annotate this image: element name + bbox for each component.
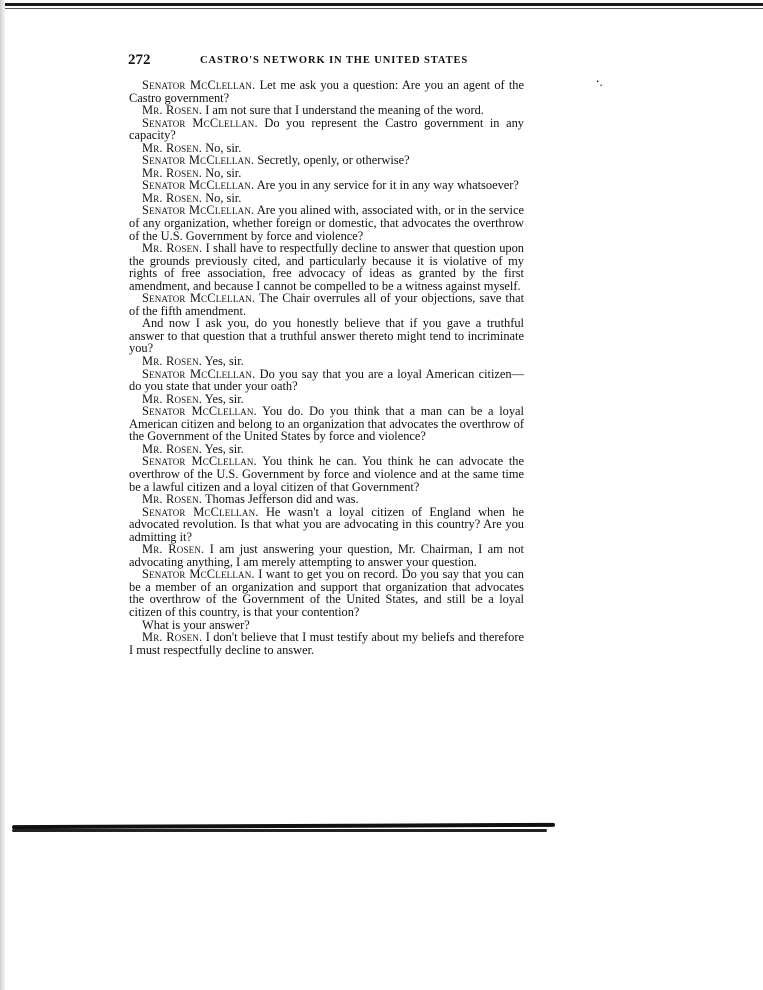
speaker-name: Senator McClellan.: [142, 78, 256, 92]
paragraph-text: I am just answering your question, Mr. Chairman, I am not advocating anything, I am merely attempting to answer your question.: [129, 542, 524, 569]
paragraph-text: Yes, sir.: [202, 391, 244, 406]
speaker-name: Senator McClellan.: [142, 366, 256, 381]
paragraph: [129, 506, 524, 544]
paragraph-text: Are you in any service for it in any way whatsoever?: [254, 178, 519, 193]
speaker-name: Mr. Rosen.: [142, 165, 203, 180]
speaker-name: Senator McClellan.: [142, 291, 256, 306]
page-number: 272: [128, 52, 151, 68]
paragraph-text: You think he can. You think he can advocate the overthrow of the U.S. Government by force and violence and at the same time be a lawful citizen and a loyal citizen of that Government?: [129, 454, 525, 494]
speaker-name: Mr. Rosen.: [142, 190, 203, 205]
paragraph-text: What is your answer?: [142, 617, 250, 632]
speaker-name: Mr. Rosen.: [142, 391, 203, 406]
speaker-name: Senator McClellan.: [142, 454, 257, 469]
paragraph: [129, 368, 524, 393]
paragraph-text: No, sir.: [202, 165, 242, 180]
scan-edge-left: [0, 0, 5, 990]
paragraph-text: The Chair overrules all of your objections, save that of the fifth amendment.: [129, 291, 525, 318]
transcript-body: [129, 79, 524, 656]
paragraph: [129, 292, 524, 317]
paragraph: [129, 568, 524, 618]
page-header: [128, 52, 528, 72]
paragraph-text: No, sir.: [202, 190, 242, 205]
speaker-name: Senator McClellan.: [142, 504, 259, 519]
speaker-name: Senator McClellan.: [142, 178, 255, 193]
paragraph-text: Do you represent the Castro government in any capacity?: [129, 115, 524, 143]
paragraph-text: I want to get you on record. Do you say that you can be a member of an organization and support that organization that advocates the overthrow of the Government of the United States, and still be a loyal citizen of this country, is that your contention?: [129, 567, 524, 619]
paragraph: [129, 204, 524, 242]
speaker-name: Mr. Rosen.: [142, 492, 203, 507]
speaker-name: Mr. Rosen.: [142, 140, 203, 155]
speaker-name: Senator McClellan.: [142, 404, 257, 419]
speaker-name: Senator McClellan.: [142, 153, 255, 168]
running-title: CASTRO'S NETWORK IN THE UNITED STATES: [200, 55, 469, 66]
paragraph: [129, 543, 524, 568]
paragraph: [129, 317, 524, 355]
speaker-name: Mr. Rosen.: [142, 241, 203, 256]
scan-edge-top: [0, 3, 763, 6]
paragraph-text: And now I ask you, do you honestly believe that if you gave a truthful answer to that question that a truthful answer thereto might tend to incriminate you?: [129, 316, 524, 356]
bottom-rule-lower: [12, 829, 547, 832]
paragraph-text: Thomas Jefferson did and was.: [202, 492, 359, 507]
paragraph: [129, 117, 524, 142]
paragraph: [129, 631, 524, 656]
speaker-name: Senator McClellan.: [142, 203, 255, 218]
paragraph-text: Are you alined with, associated with, or in the service of any organization, whether foreign or domestic, that advocates the overthrow of the U.S. Government by force and violence?: [129, 203, 524, 243]
paragraph-text: Yes, sir.: [202, 354, 244, 369]
paragraph-text: I am not sure that I understand the meaning of the word.: [202, 103, 484, 118]
speaker-name: Mr. Rosen.: [142, 630, 203, 645]
speaker-name: Mr. Rosen.: [142, 103, 203, 118]
speaker-name: Mr. Rosen.: [142, 354, 203, 369]
paragraph-text: Yes, sir.: [202, 441, 244, 456]
paragraph: [129, 455, 524, 493]
speaker-name: Senator McClellan.: [142, 567, 255, 582]
paragraph-text: You do. Do you think that a man can be a loyal American citizen and belong to an organization that advocates the overthrow of the Government of the United States by force and violence?: [129, 404, 525, 444]
paragraph-text: He wasn't a loyal citizen of England when he advocated revolution. Is that what you are advocating in this country? Are you admitting it?: [129, 504, 524, 544]
paragraph-text: I shall have to respectfully decline to answer that question upon the grounds previously cited, and particularly because it is violative of my rights of free association, free advocacy of ideas as granted by the first amendment, and because I cannot be compelled to be a witness against myself.: [129, 241, 524, 293]
paragraph-text: Let me ask you a question: Are you an agent of the Castro government?: [129, 78, 524, 105]
paragraph-text: Do you say that you are a loyal American citizen—do you state that under your oath?: [129, 366, 524, 394]
paragraph: [129, 405, 524, 443]
speaker-name: Senator McClellan.: [142, 115, 258, 130]
paragraph: [129, 79, 524, 104]
paragraph-text: I don't believe that I must testify about my beliefs and therefore I must respectfully decline to answer.: [129, 630, 524, 657]
paragraph-text: No, sir.: [202, 140, 242, 155]
paragraph-text: Secretly, openly, or otherwise?: [254, 153, 410, 168]
speaker-name: Mr. Rosen.: [142, 542, 205, 557]
speaker-name: Mr. Rosen.: [142, 441, 203, 456]
scan-edge-top-line: [0, 8, 763, 9]
scan-speck: ⸱.: [596, 74, 603, 89]
paragraph: [129, 242, 524, 292]
